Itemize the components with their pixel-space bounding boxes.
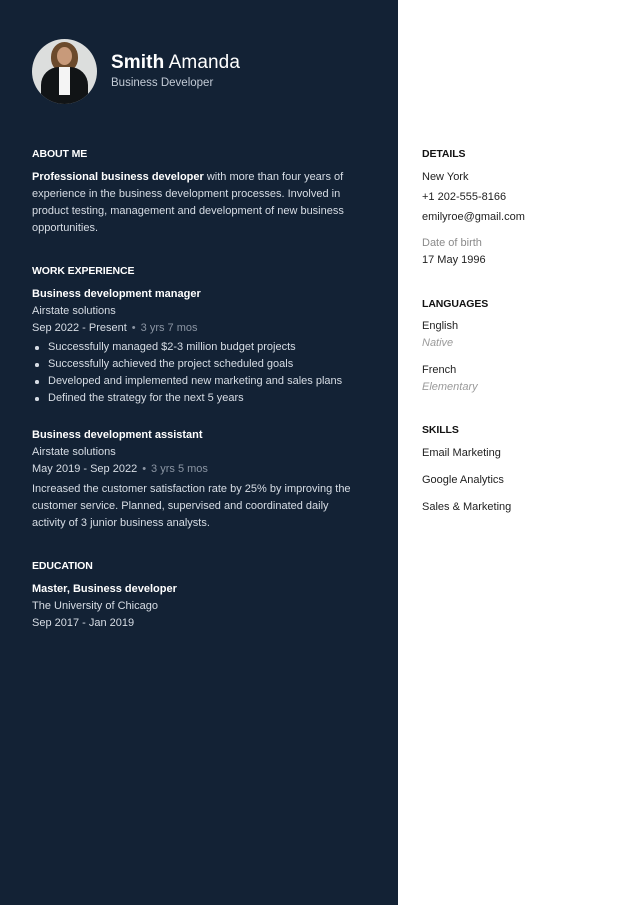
skill-item: Email Marketing: [422, 447, 501, 459]
language-name: French: [422, 364, 457, 376]
language-level: Native: [422, 337, 454, 349]
avatar: [32, 39, 97, 104]
languages-heading: LANGUAGES: [422, 298, 489, 310]
skill-item: Google Analytics: [422, 474, 504, 486]
about-line: product testing, management and development of new business: [32, 205, 344, 217]
language-level: Elementary: [422, 381, 478, 393]
city: New York: [422, 171, 469, 183]
separator-dot: •: [142, 463, 147, 475]
job-title: Business development assistant: [32, 429, 203, 441]
dob-label: Date of birth: [422, 237, 482, 249]
description-line: activity of 3 junior business analysts.: [32, 517, 210, 529]
bullet-item: Developed and implemented new marketing and sales plans: [32, 373, 342, 390]
avatar-face: [57, 47, 72, 65]
job-title: Business development manager: [32, 288, 201, 300]
job-bullets: [32, 339, 342, 407]
last-name: Smith: [111, 52, 165, 73]
about-lead: Professional business developer: [32, 171, 204, 183]
details-heading: DETAILS: [422, 148, 466, 160]
education-heading: EDUCATION: [32, 560, 93, 572]
bullet-item: Defined the strategy for the next 5 years: [32, 390, 342, 407]
job-duration: 3 yrs 7 mos: [140, 322, 198, 334]
bullet-item: Successfully achieved the project scheduled goals: [32, 356, 342, 373]
description-line: customer service. Planned, supervised and coordinated daily: [32, 500, 329, 512]
about-line: experience in the business development processes. Involved in: [32, 188, 341, 200]
candidate-role: Business Developer: [111, 77, 214, 89]
job-duration: 3 yrs 5 mos: [151, 463, 208, 475]
job-company: Airstate solutions: [32, 305, 116, 317]
job-dates: [32, 322, 198, 334]
work-heading: WORK EXPERIENCE: [32, 265, 135, 277]
education-dates: Sep 2017 - Jan 2019: [32, 617, 135, 629]
bullet-item: Successfully managed $2-3 million budget projects: [32, 339, 342, 356]
job-company: Airstate solutions: [32, 446, 116, 458]
about-heading: ABOUT ME: [32, 148, 88, 160]
phone[interactable]: +1 202-555-8166: [422, 191, 507, 203]
about-text: [32, 169, 372, 237]
language-name: English: [422, 320, 459, 332]
school: The University of Chicago: [32, 600, 158, 612]
degree: Master, Business developer: [32, 583, 177, 595]
description-line: Increased the customer satisfaction rate by 25% by improving the: [32, 483, 351, 495]
separator-dot: •: [131, 322, 136, 334]
job-date-range: May 2019 - Sep 2022: [32, 463, 138, 475]
skill-item: Sales & Marketing: [422, 501, 512, 513]
skills-heading: SKILLS: [422, 424, 459, 436]
dob: 17 May 1996: [422, 254, 486, 266]
first-name: Amanda: [168, 52, 240, 73]
job-dates: [32, 463, 208, 475]
job-date-range: Sep 2022 - Present: [32, 322, 127, 334]
candidate-name: [111, 52, 240, 74]
email[interactable]: emilyroe@gmail.com: [422, 211, 525, 223]
about-line: opportunities.: [32, 222, 99, 234]
job-description: [32, 481, 377, 532]
about-line: with more than four years of: [203, 171, 344, 183]
avatar-shirt: [59, 67, 70, 95]
